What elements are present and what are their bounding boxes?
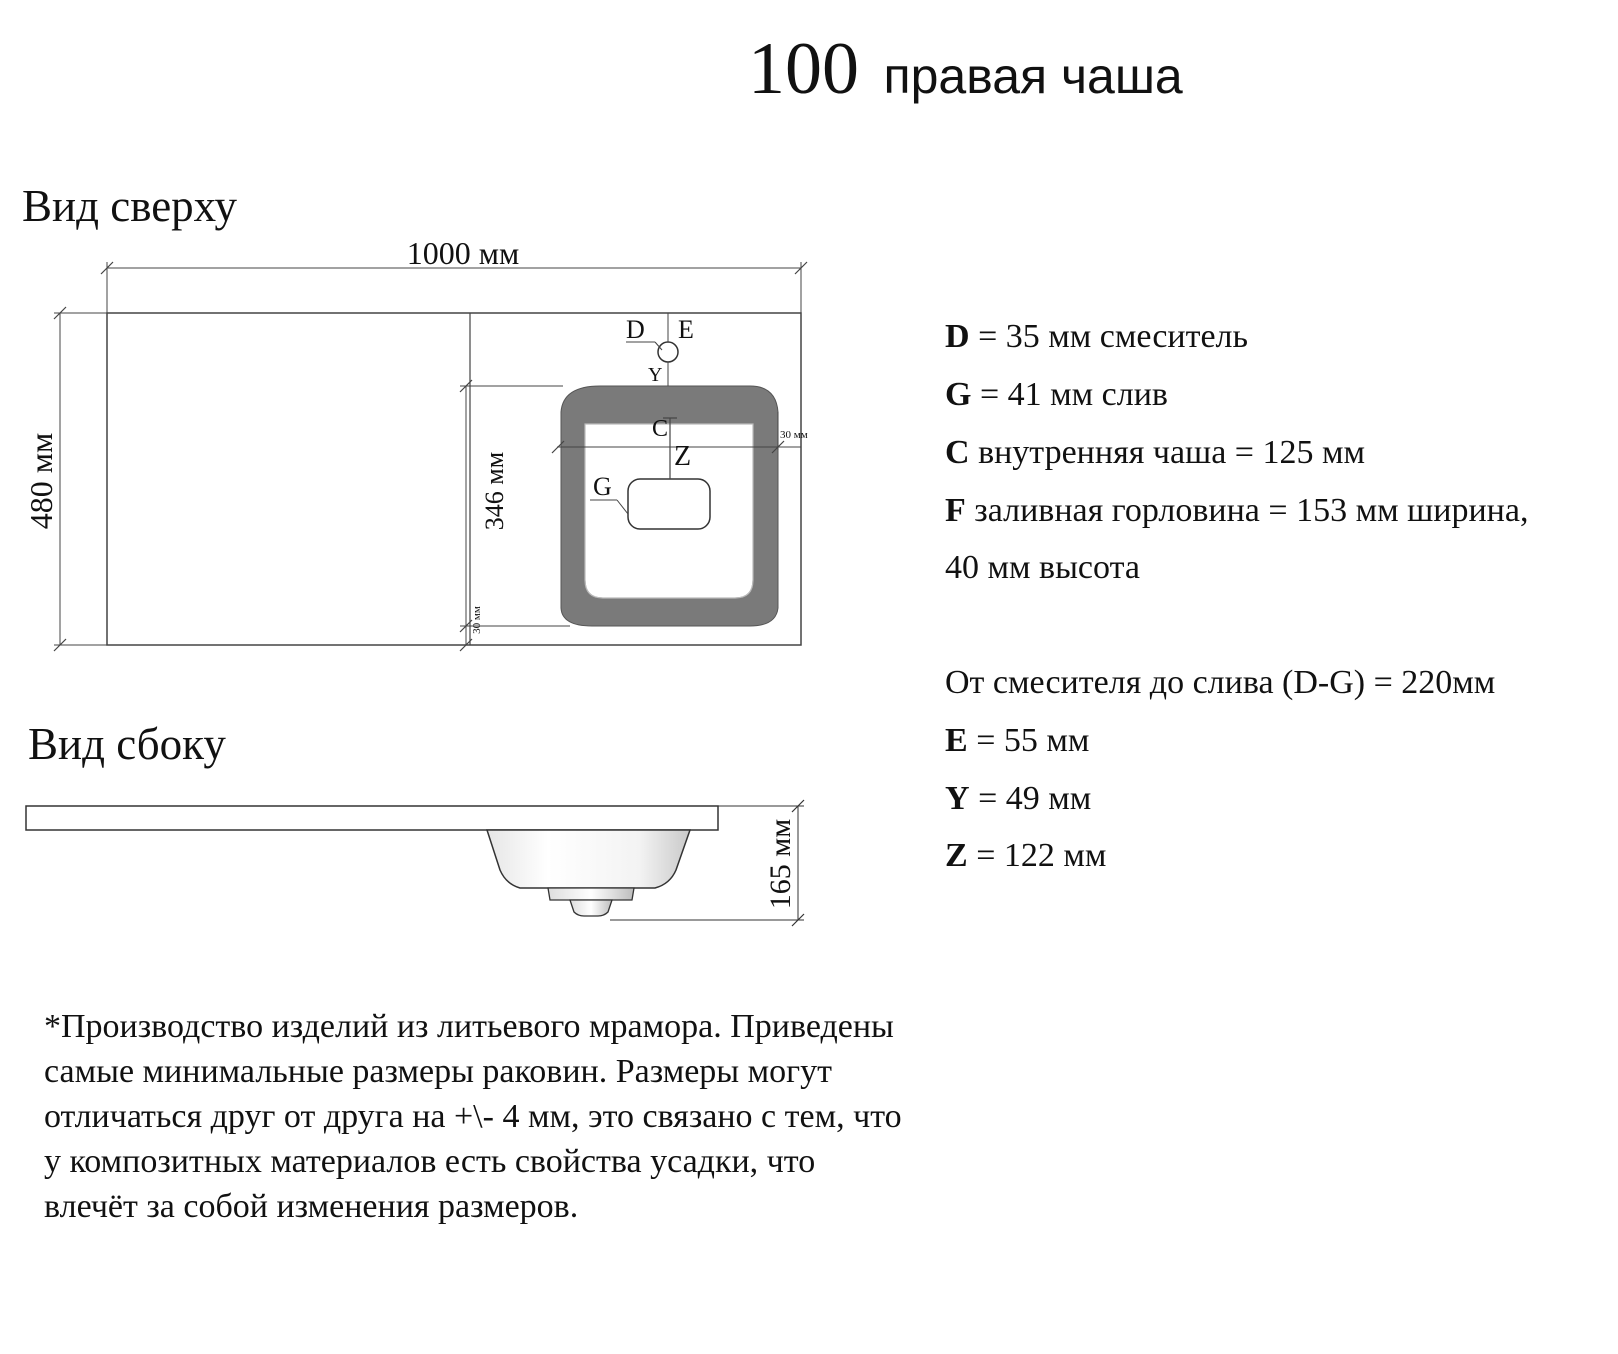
top-view-title: Вид сверху bbox=[22, 181, 237, 231]
bottom-margin-label: 30 мм bbox=[471, 606, 483, 634]
countertop-side bbox=[26, 806, 718, 830]
spec-d: D = 35 мм смеситель bbox=[945, 318, 1249, 355]
note-line: отличаться друг от друга на +\- 4 мм, это связано с тем, что bbox=[44, 1098, 902, 1135]
note-line: у композитных материалов есть свойства усадки, что bbox=[44, 1143, 816, 1180]
note-line: влечёт за собой изменения размеров. bbox=[44, 1188, 579, 1225]
note-line: самые минимальные размеры раковин. Размеры могут bbox=[44, 1053, 832, 1090]
bowl-profile bbox=[487, 830, 690, 888]
depth-label: 480 мм bbox=[23, 432, 59, 530]
spec-d-g: От смесителя до слива (D-G) = 220мм bbox=[945, 664, 1496, 701]
marker-g: G bbox=[593, 472, 612, 501]
marker-z: Z bbox=[674, 441, 692, 472]
faucet-hole bbox=[658, 342, 678, 362]
marker-y: Y bbox=[648, 364, 663, 386]
side-view bbox=[26, 800, 804, 926]
spec-z: Z = 122 мм bbox=[945, 837, 1107, 874]
production-note bbox=[44, 1004, 1004, 1229]
title-number: 100 bbox=[748, 28, 859, 110]
side-height-label: 165 мм bbox=[764, 818, 797, 910]
marker-c: C bbox=[652, 416, 669, 442]
top-view bbox=[54, 262, 807, 651]
spec-f-height: 40 мм высота bbox=[945, 549, 1140, 586]
bowl-depth-label: 346 мм bbox=[480, 451, 509, 531]
spec-c: C внутренняя чаша = 125 мм bbox=[945, 434, 1366, 471]
title-text: правая чаша bbox=[883, 48, 1183, 104]
note-line: *Производство изделий из литьевого мрамора. Приведены bbox=[44, 1008, 894, 1045]
spec-g: G = 41 мм слив bbox=[945, 376, 1168, 413]
width-label: 1000 мм bbox=[406, 235, 520, 271]
drain-profile bbox=[548, 888, 634, 900]
marker-e: E bbox=[678, 315, 694, 344]
spec-f: F заливная горловина = 153 мм ширина, bbox=[945, 492, 1529, 529]
side-view-title: Вид сбоку bbox=[28, 719, 226, 769]
drain-outline bbox=[628, 479, 710, 529]
side-margin-label: 30 мм bbox=[780, 429, 808, 441]
spec-e: E = 55 мм bbox=[945, 722, 1090, 759]
marker-d: D bbox=[626, 315, 645, 344]
spec-y: Y = 49 мм bbox=[945, 780, 1092, 817]
